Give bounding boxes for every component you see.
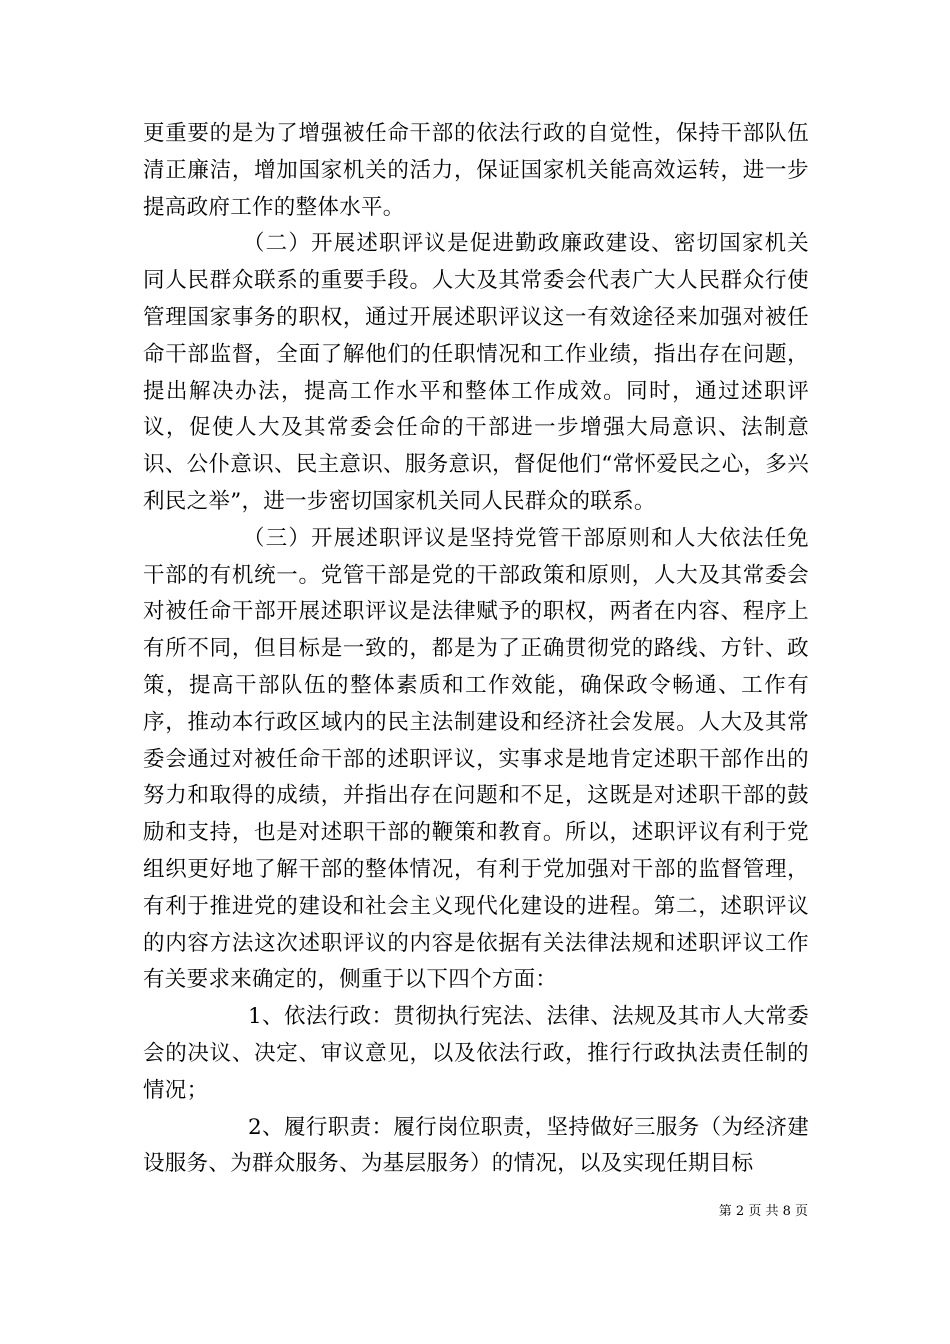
paragraph-2: （二）开展述职评议是促进勤政廉政建设、密切国家机关同人民群众联系的重要手段。人大及其常委会代表广大人民群众行使管理国家事务的职权，通过开展述职评议这一有效途径来加强对被任命干部监督，全面了解他们的任职情况和工作业绩，指出存在问题，提出解决办法，提高工作水平和整体工作成效。同时，通过述职评议，促使人大及其常委会任命的干部进一步增强大局意识、法制意识、公仆意识、民主意识、服务意识，督促他们“常怀爱民之心，多兴利民之举”，进一步密切国家机关同人民群众的联系。 bbox=[143, 231, 809, 514]
document-body bbox=[143, 116, 809, 1183]
page-number-footer: 第 2 页 共 8 页 bbox=[718, 1204, 808, 1219]
paragraph-5: 2、履行职责：履行岗位职责，坚持做好三服务（为经济建设服务、为群众服务、为基层服务）的情况，以及实现任期目标 bbox=[143, 1114, 809, 1177]
paragraph-3: （三）开展述职评议是坚持党管干部原则和人大依法任免干部的有机统一。党管干部是党的干部政策和原则，人大及其常委会对被任命干部开展述职评议是法律赋予的职权，两者在内容、程序上有所不同，但目标是一致的，都是为了正确贯彻党的路线、方针、政策，提高干部队伍的整体素质和工作效能，确保政令畅通、工作有序，推动本行政区域内的民主法制建设和经济社会发展。人大及其常委会通过对被任命干部的述职评议，实事求是地肯定述职干部作出的努力和取得的成绩，并指出存在问题和不足，这既是对述职干部的鼓励和支持，也是对述职干部的鞭策和教育。所以，述职评议有利于党组织更好地了解干部的整体情况，有利于党加强对干部的监督管理，有利于推进党的建设和社会主义现代化建设的进程。第二，述职评议的内容方法这次述职评议的内容是依据有关法律法规和述职评议工作有关要求来确定的，侧重于以下四个方面： bbox=[143, 525, 809, 993]
paragraph-1: 更重要的是为了增强被任命干部的依法行政的自觉性，保持干部队伍清正廉洁，增加国家机关的活力，保证国家机关能高效运转，进一步提高政府工作的整体水平。 bbox=[143, 121, 809, 220]
paragraph-4: 1、依法行政：贯彻执行宪法、法律、法规及其市人大常委会的决议、决定、审议意见，以及依法行政，推行行政执法责任制的情况； bbox=[143, 1004, 809, 1103]
